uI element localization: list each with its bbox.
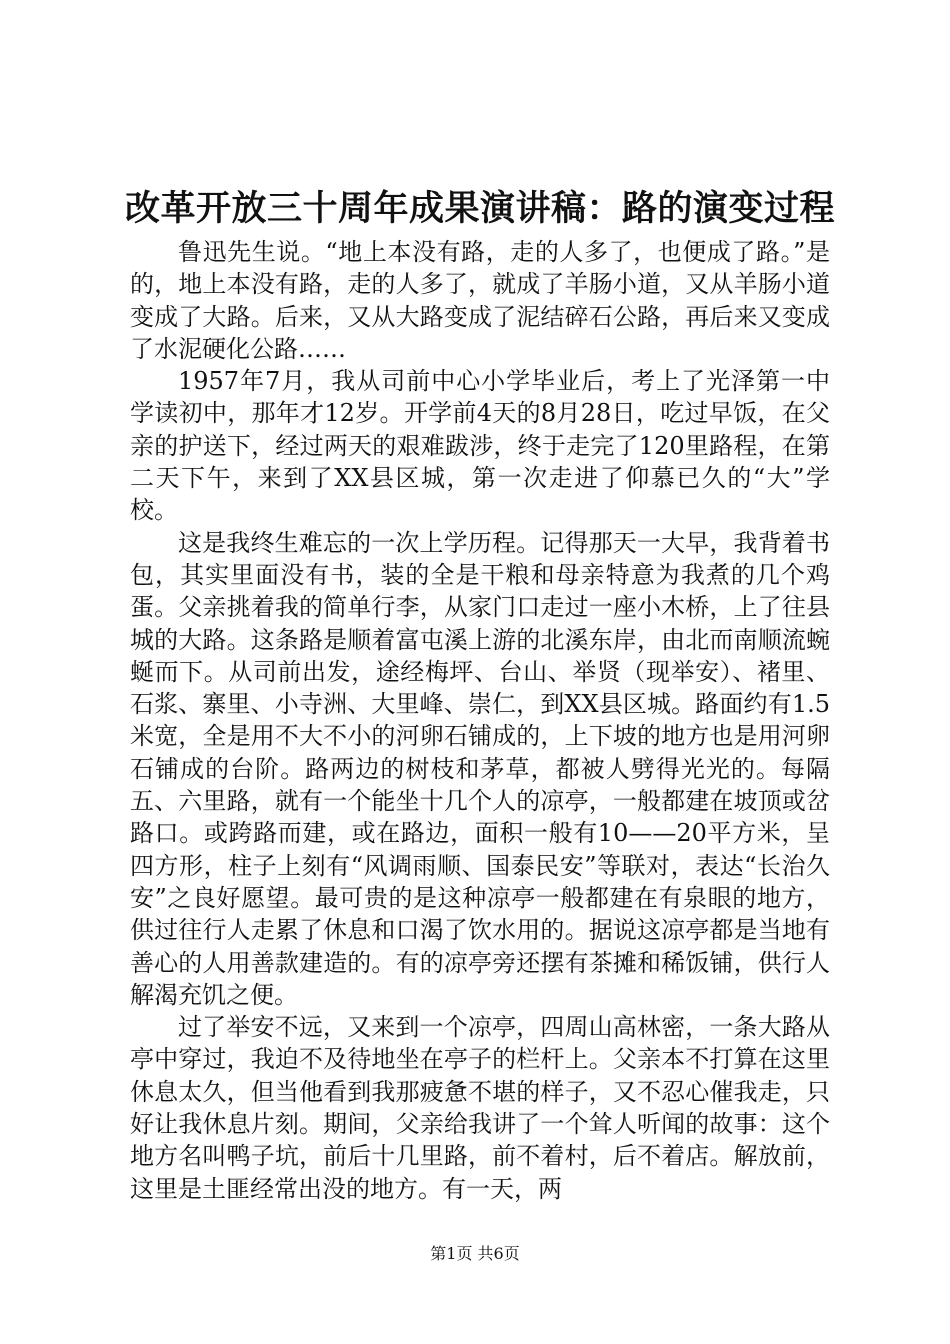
document-body (130, 236, 830, 1205)
paragraph-2: 1957年7月，我从司前中心小学毕业后，考上了光泽第一中学读初中，那年才12岁。开学前4天的8月28日，吃过早饭，在父亲的护送下，经过两天的艰难跋涉，终于走完了120里路程，在第二天下午，来到了XX县区城，第一次走进了仰慕已久的“大”学校。 (130, 367, 830, 525)
paragraph-4: 过了举安不远，又来到一个凉亭，四周山高林密，一条大路从亭中穿过，我迫不及待地坐在亭子的栏杆上。父亲本不打算在这里休息太久，但当他看到我那疲惫不堪的样子，又不忍心催我走，只好让我休息片刻。期间，父亲给我讲了一个耸人听闻的故事：这个地方名叫鸭子坑，前后十几里路，前不着村，后不着店。解放前，这里是土匪经常出没的地方。有一天，两 (130, 1013, 830, 1203)
page-footer: 第1页 共6页 (430, 1244, 520, 1263)
paragraph-3: 这是我终生难忘的一次上学历程。记得那天一大早，我背着书包，其实里面没有书，装的全是干粮和母亲特意为我煮的几个鸡蛋。父亲挑着我的简单行李，从家门口走过一座小木桥，上了往县城的大路。这条路是顺着富屯溪上游的北溪东岸，由北而南顺流蜿蜒而下。从司前出发，途经梅坪、台山、举贤（现举安）、褚里、石浆、寨里、小寺洲、大里峰、崇仁，到XX县区城。路面约有1.5米宽，全是用不大不小的河卵石铺成的，上下坡的地方也是用河卵石铺成的台阶。路两边的树枝和茅草，都被人劈得光光的。每隔五、六里路，就有一个能坐十几个人的凉亭，一般都建在坡顶或岔路口。或跨路而建，或在路边，面积一般有10——20平方米，呈四方形，柱子上刻有“风调雨顺、国泰民安”等联对，表达“长治久安”之良好愿望。最可贵的是这种凉亭一般都建在有泉眼的地方，供过往行人走累了休息和口渴了饮水用的。据说这凉亭都是当地有善心的人用善款建造的。有的凉亭旁还摆有茶摊和稀饭铺，供行人解渴充饥之便。 (130, 528, 830, 1009)
paragraph-1: 鲁迅先生说。“地上本没有路，走的人多了，也便成了路。”是的，地上本没有路，走的人多了，就成了羊肠小道，又从羊肠小道变成了大路。后来，又从大路变成了泥结碎石公路，再后来又变成了水泥硬化公路…… (130, 238, 830, 363)
document-title: 改革开放三十周年成果演讲稿：路的演变过程 (124, 188, 835, 229)
